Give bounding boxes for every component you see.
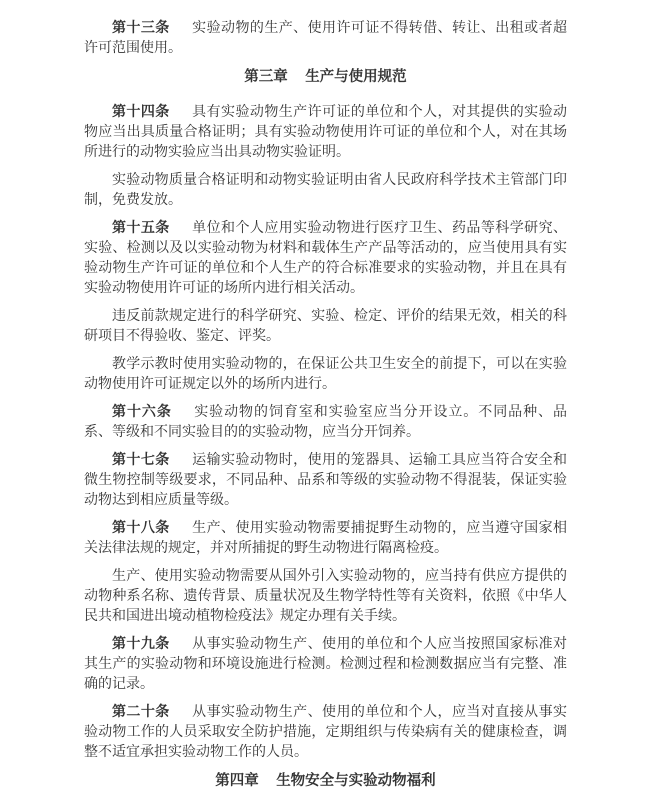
article-number: 第十六条: [112, 405, 172, 420]
chapter-heading: [84, 771, 567, 791]
paragraph: [84, 635, 567, 695]
paragraph-text: 具有实验动物生产许可证的单位和个人，对其提供的实验动物应当出具质量合格证明；具有实验动物使用许可证的单位和个人，对在其场所进行的动物实验应当出具动物实验证明。: [84, 105, 568, 160]
chapter-title: 生产与使用规范: [305, 69, 407, 85]
paragraph-text: 从事实验动物生产、使用的单位和个人应当按照国家标准对其生产的实验动物和环境设施进行检测。检测过程和检测数据应当有完整、准确的记录。: [84, 637, 568, 692]
paragraph: [84, 171, 567, 211]
chapter-number: 第三章: [244, 69, 288, 85]
paragraph: [84, 519, 567, 559]
article-number: 第十九条: [112, 637, 170, 652]
paragraph-text: 违反前款规定进行的科学研究、实验、检定、评价的结果无效，相关的科研项目不得验收、鉴定、评奖。: [84, 309, 567, 344]
chapter-heading: [84, 67, 567, 87]
article-number: 第十五条: [112, 221, 170, 236]
article-number: 第二十条: [112, 705, 170, 720]
article-number: 第十七条: [112, 453, 170, 468]
paragraph-text: 生产、使用实验动物需要捕捉野生动物的，应当遵守国家相关法律法规的规定，并对所捕捉的野生动物进行隔离检疫。: [84, 521, 568, 556]
paragraph: [84, 355, 567, 395]
chapter-number: 第四章: [215, 773, 259, 789]
paragraph-text: 教学示教时使用实验动物的，在保证公共卫生安全的前提下，可以在实验动物使用许可证规定以外的场所内进行。: [84, 357, 567, 392]
paragraph: [84, 19, 567, 59]
paragraph-text: 运输实验动物时，使用的笼器具、运输工具应当符合安全和微生物控制等级要求，不同品种、品系和等级的实验动物不得混装，保证实验动物达到相应质量等级。: [84, 453, 568, 508]
article-number: 第十八条: [112, 521, 170, 536]
paragraph-text: 生产、使用实验动物需要从国外引入实验动物的，应当持有供应方提供的动物种系名称、遗传背景、质量状况及生物学特性等有关资料，依照《中华人民共和国进出境动植物检疫法》规定办理有关手续。: [84, 569, 567, 624]
paragraph: [84, 567, 567, 627]
paragraph: [84, 307, 567, 347]
paragraph-text: 实验动物质量合格证明和动物实验证明由省人民政府科学技术主管部门印制，免费发放。: [84, 173, 567, 208]
paragraph-text: 实验动物的生产、使用许可证不得转借、转让、出租或者超许可范围使用。: [84, 21, 568, 56]
paragraph: [84, 403, 567, 443]
paragraph: [84, 703, 567, 763]
paragraph: [84, 103, 567, 163]
paragraph-text: 实验动物的饲育室和实验室应当分开设立。不同品种、品系、等级和不同实验目的的实验动物，应当分开饲养。: [84, 405, 568, 440]
paragraph: [84, 451, 567, 511]
chapter-title: 生物安全与实验动物福利: [276, 773, 436, 789]
paragraph: [84, 219, 567, 299]
article-number: 第十四条: [112, 105, 170, 120]
article-number: 第十三条: [112, 21, 170, 36]
paragraph-text: 从事实验动物生产、使用的单位和个人，应当对直接从事实验动物工作的人员采取安全防护措施，定期组织与传染病有关的健康检查，调整不适宜承担实验动物工作的人员。: [84, 705, 568, 760]
paragraph-text: 单位和个人应用实验动物进行医疗卫生、药品等科学研究、实验、检测以及以实验动物为材料和载体生产产品等活动的，应当使用具有实验动物生产许可证的单位和个人生产的符合标准要求的实验动物，并且在具有实验动物使用许可证的场所内进行相关活动。: [84, 221, 568, 296]
